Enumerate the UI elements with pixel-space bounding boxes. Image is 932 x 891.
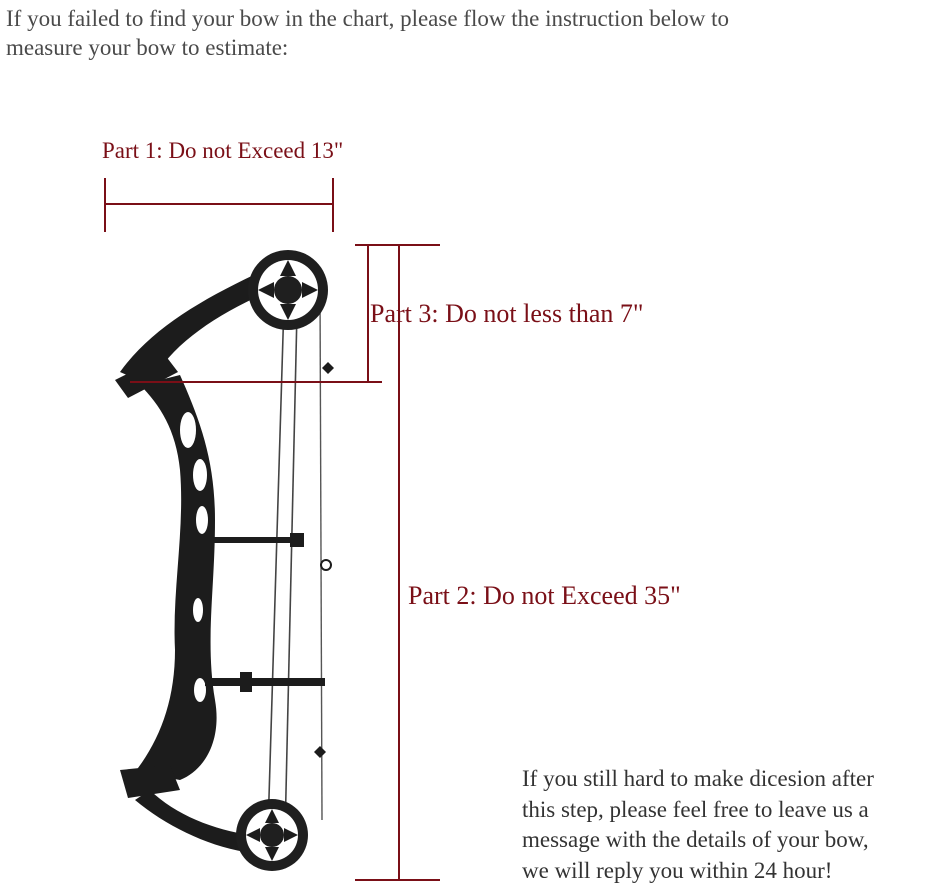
contact-note (522, 764, 932, 886)
part1-label: Part 1: Do not Exceed 13" (102, 138, 344, 163)
part3-label: Part 3: Do not less than 7" (370, 299, 644, 328)
note-line-4: we will reply you within 24 hour! (522, 857, 833, 883)
part1-measure-bracket (105, 178, 333, 232)
note-line-1: If you still hard to make dicesion after (522, 766, 874, 791)
compound-bow-image (115, 250, 334, 871)
part2-label: Part 2: Do not Exceed 35" (408, 581, 681, 610)
instruction-line-1: If you failed to find your bow in the chart, please flow the instruction below to (6, 6, 730, 31)
note-line-2: this step, please feel free to leave us a (522, 796, 869, 822)
instruction-line-2: measure your bow to estimate: (6, 35, 289, 60)
note-line-3: message with the details of your bow, (522, 827, 869, 852)
